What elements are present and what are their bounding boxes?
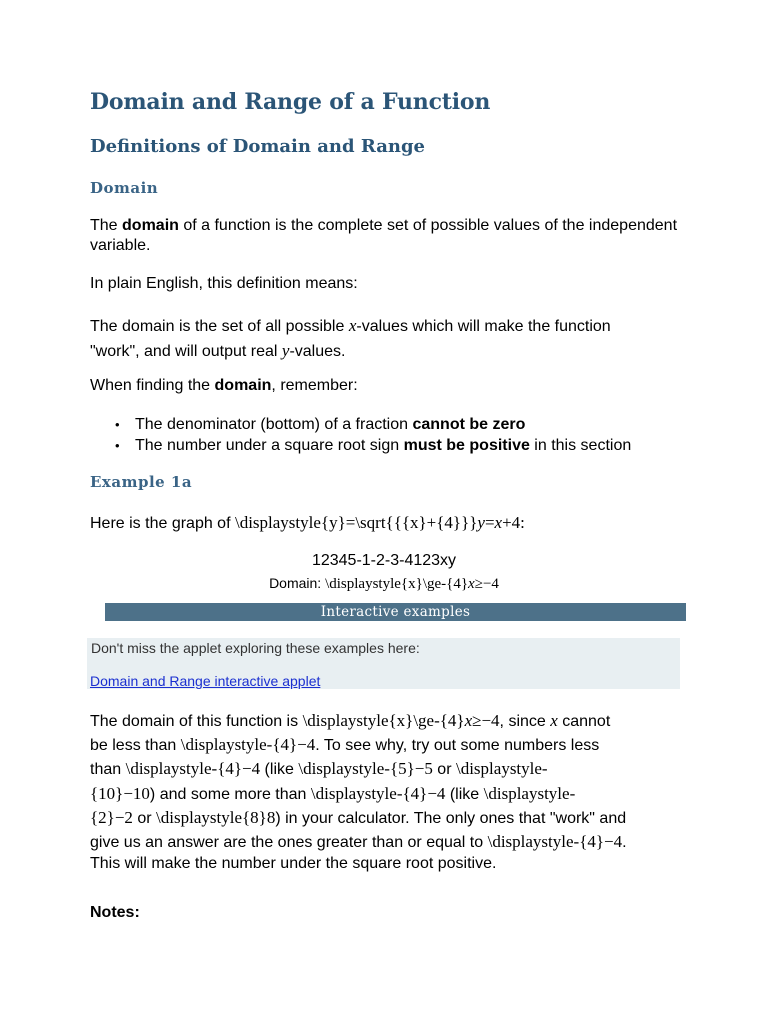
- applet-note-box: [87, 638, 680, 689]
- example-intro: Here is the graph of \displaystyle{y}=\sqrt{{{x}+{4}}}y=x+4:: [90, 513, 525, 532]
- notes-heading: Notes:: [90, 904, 140, 921]
- graph-placeholder-text: 12345-1-2-3-4123xy: [311, 552, 457, 569]
- applet-link[interactable]: Domain and Range interactive applet: [90, 673, 321, 689]
- domain-rules-list: [90, 414, 631, 456]
- page-title: Domain and Range of a Function: [90, 89, 491, 115]
- applet-note: Don't miss the applet exploring these examples here:: [91, 640, 420, 656]
- domain-remember: When finding the domain, remember:: [90, 377, 358, 394]
- domain-definition: The domain of a function is the complete set of possible values of the independent variable.: [90, 217, 678, 254]
- plain-english-intro: In plain English, this definition means:: [90, 275, 358, 292]
- page-subtitle: Definitions of Domain and Range: [90, 136, 426, 157]
- domain-explanation: The domain is the set of all possible x-values which will make the function "work", and will output real y-values.: [90, 316, 611, 360]
- list-item: • The number under a square root sign must be positive in this section: [135, 435, 631, 456]
- list-item: • The denominator (bottom) of a fraction cannot be zero: [135, 414, 631, 435]
- interactive-examples-banner: Interactive examples: [105, 603, 686, 621]
- domain-explanation-paragraph: The domain of this function is \displaystyle{x}\ge-{4}x≥−4, since x cannot be less than \displaystyle-{4}−4. To see why, try out some numbers less than \displaystyle-{4}−4 (like \displaystyle-{5}−5 or \displaystyle- {10}−10) and some more than \displaystyle-{4}−4 (like \displaystyle- {2}−2 or \displaystyle{8}8) in your calculator. The only ones that "work" and give us an answer are the ones greater than or equal to \displaystyle-{4}−4. This will make the number under the square root positive.: [90, 711, 627, 873]
- graph-caption: Domain: \displaystyle{x}\ge-{4}x≥−4: [269, 575, 499, 592]
- domain-heading: Domain: [90, 179, 159, 197]
- example-heading: Example 1a: [90, 473, 193, 491]
- domain-term: domain: [122, 217, 179, 234]
